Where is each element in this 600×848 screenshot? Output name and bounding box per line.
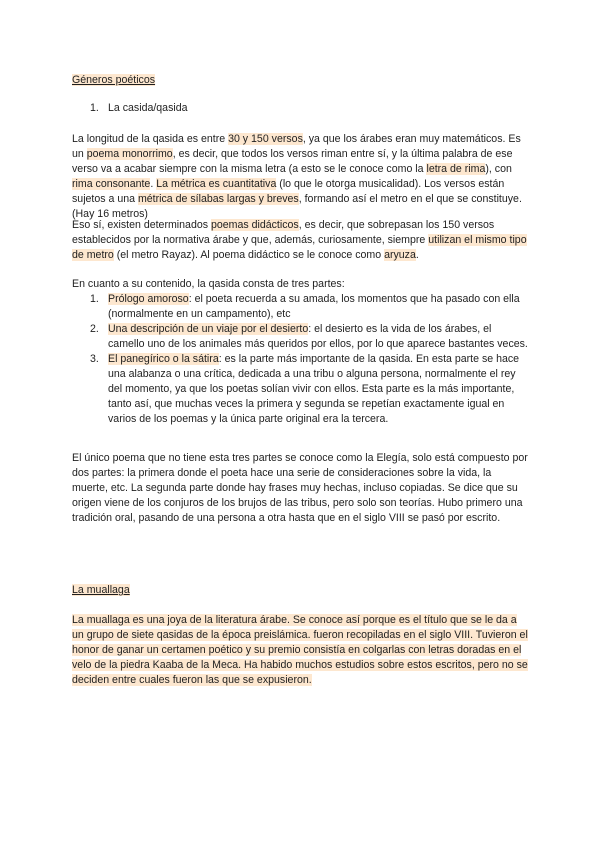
highlight: 30 y 150 versos	[228, 133, 303, 145]
highlight: aryuza	[384, 249, 416, 261]
text-span: (el metro Rayaz). Al poema didáctico se le conoce como	[113, 249, 385, 261]
heading-text: Géneros poéticos	[72, 74, 156, 86]
text-span: , es decir, que sobrepasan los 150 versos establecidos por la normativa árabe y que, además, curiosamente, siempre	[72, 219, 495, 246]
text-span: (lo que le otorga musicalidad). Los versos están sujetos a una	[72, 178, 505, 205]
paragraph-didactic	[72, 218, 530, 263]
list-item	[72, 101, 530, 116]
list-item-text: La casida/qasida	[108, 102, 188, 114]
qasida-parts-list	[72, 292, 530, 427]
highlight: rima consonante	[72, 178, 151, 190]
text-span: ), con	[485, 163, 512, 175]
highlight: métrica de sílabas largas y breves	[137, 193, 299, 205]
text-span: .	[150, 178, 157, 190]
part-title: Una descripción de un viaje por el desierto	[108, 323, 309, 335]
highlight: La métrica es cuantitativa	[156, 178, 277, 190]
paragraph-content-intro: En cuanto a su contenido, la qasida consta de tres partes:	[72, 278, 345, 290]
part-text: : es la parte más importante de la qasida. En esta parte se hace una alabanza o una crítica, dedicada a una tribu o alguna persona, normalmente el rey del momento, ya que los poetas solían vivir con ellos. Esta parte es la más importante, tanto así, que muchas veces la primera y segunda se repetían exactamente igual en varios de los poemas y la única parte original era la tercera.	[108, 353, 520, 425]
highlight: utilizan el mismo tipo de metro	[72, 234, 527, 261]
highlight: poemas didácticos	[210, 219, 299, 231]
list-number: 1.	[90, 102, 99, 114]
section-heading-muallaga	[72, 583, 130, 598]
highlight: poema monorrimo	[86, 148, 173, 160]
paragraph-muallaga	[72, 613, 530, 688]
part-title: Prólogo amoroso	[108, 293, 189, 305]
text-span: .	[415, 249, 419, 261]
text-span: , formando así el metro en el que se constituye. (Hay 16 metros)	[72, 193, 522, 220]
list-item	[72, 352, 530, 427]
highlighted-paragraph: La muallaga es una joya de la literatura árabe. Se conoce así porque es el título que se le da a un grupo de siete qasidas de la época preislámica. fueron recopiladas en el siglo VIII. Tuvieron el honor de ganar un certamen poético y su premio consistía en colgarlas con letras doradas en el velo de la piedra Kaaba de la Meca. Ha habido muchos estudios sobre estos escritos, pero no se deciden entre cuales fueron las que se expusieron.	[72, 614, 528, 686]
list-number: 1.	[90, 293, 99, 305]
text-span: , ya que los árabes eran muy matemáticos. Es un	[72, 133, 521, 160]
part-text: : el desierto es la vida de los árabes, el camello uno de los animales más queridos por ellos, por lo que aparece bastantes veces.	[108, 323, 528, 350]
section-heading-generos	[72, 73, 155, 88]
paragraph-qasida-length	[72, 132, 530, 222]
part-text: : el poeta recuerda a su amada, los momentos que ha pasado con ella (normalmente en un campamento), etc	[108, 293, 520, 320]
list-number: 3.	[90, 353, 99, 365]
list-number: 2.	[90, 323, 99, 335]
part-title: El panegírico o la sátira	[108, 353, 219, 365]
highlight: letra de rima	[426, 163, 486, 175]
genre-list	[72, 101, 530, 116]
heading-text: La muallaga	[72, 584, 130, 596]
text-span: La longitud de la qasida es entre	[72, 133, 229, 145]
paragraph-elegia: El único poema que no tiene esta tres partes se conoce como la Elegía, solo está compuesto por dos partes: la primera donde el poeta hace una serie de consideraciones sobre la vida, la muerte, etc. La segunda parte donde hay frases muy hechas, incluso copiadas. Se dice que su origen viene de los conjuros de los brujos de las tribus, pero solo son teorías. Hubo primero una tradición oral, pasando de una persona a otra hasta que en el siglo VIII se pasó por escrito.	[72, 452, 528, 524]
text-span: Eso sí, existen determinados	[72, 219, 211, 231]
list-item	[72, 292, 530, 322]
list-item	[72, 322, 530, 352]
text-span: , es decir, que todos los versos riman entre sí, y la última palabra de ese verso va a acabar siempre con la misma letra (a esto se le conoce como la	[72, 148, 513, 175]
